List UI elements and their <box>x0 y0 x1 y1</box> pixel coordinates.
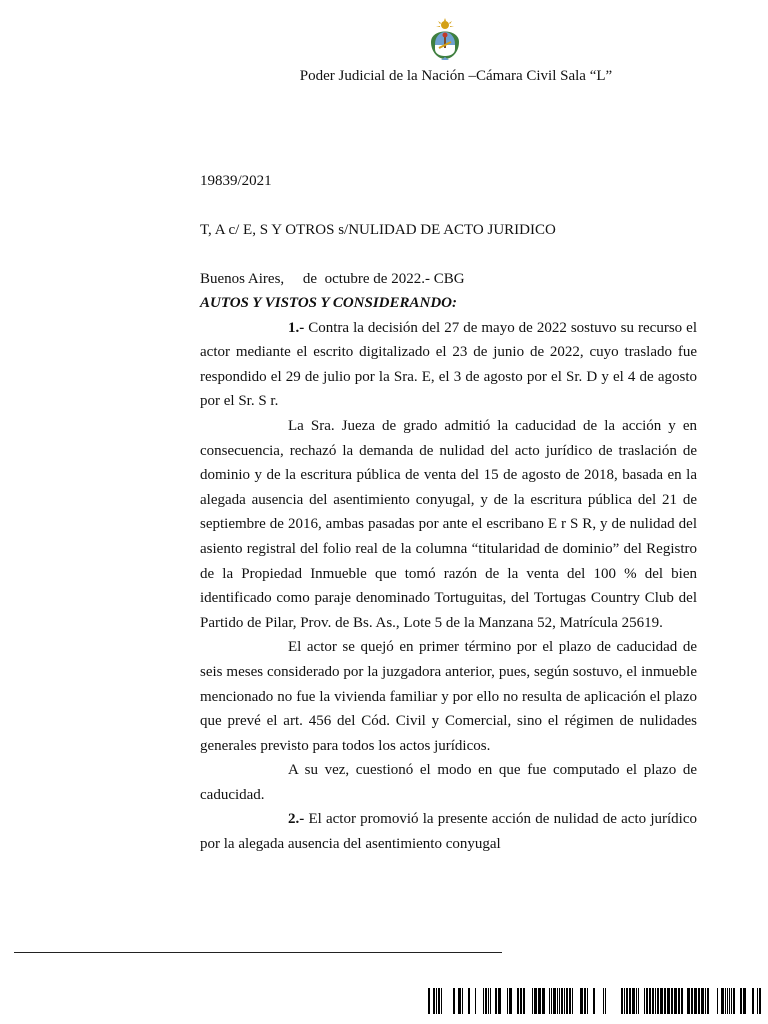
paragraph-5 <box>200 807 697 856</box>
paragraph-2: La Sra. Jueza de grado admitió la caducidad de la acción y en consecuencia, rechazó la demanda de nulidad del acto jurídico de traslación de dominio y de la escritura pública de venta del 15 de agosto de 2018, basada en la alegada ausencia del asentimiento conyugal, y de la escritura pública del 21 de septiembre de 2016, ambas pasadas por ante el escribano E r S R, y de nulidad del asiento registral del folio real de la columna “titularidad de dominio” del Registro de la Propiedad Inmueble que tomó razón de la venta del 100 % del bien identificado como paraje denominado Tortuguitas, del Tortugas Country Club del Partido de Pilar, Prov. de Bs. As., Lote 5 de la Manzana 52, Matrícula 25619. <box>200 417 697 631</box>
paragraph-number: 1.- <box>288 319 305 336</box>
section-heading: AUTOS Y VISTOS Y CONSIDERANDO: <box>200 295 458 311</box>
document-body <box>200 291 697 857</box>
case-caption: T, A c/ E, S Y OTROS s/NULIDAD DE ACTO JURIDICO <box>200 222 556 238</box>
paragraph-text: El actor promovió la presente acción de nulidad de acto jurídico por la alegada ausencia del asentimiento conyugal <box>200 811 697 853</box>
paragraph-1 <box>200 316 697 414</box>
case-number: 19839/2021 <box>200 173 272 189</box>
coat-of-arms-icon <box>428 18 462 62</box>
barcode-icon <box>428 988 764 1014</box>
paragraph-number: 2.- <box>288 811 305 828</box>
paragraph-3: El actor se quejó en primer término por el plazo de caducidad de seis meses considerado por la juzgadora anterior, pues, según sostuvo, el inmueble mencionado no fue la vivienda familiar y por ello no resulta de aplicación el plazo que prevé el art. 456 del Cód. Civil y Comercial, sino el régimen de nulidades generales previsto para todos los actos jurídicos. <box>200 639 697 754</box>
footer-divider <box>14 952 502 953</box>
institution-header: Poder Judicial de la Nación –Cámara Civil Sala “L” <box>299 68 613 84</box>
place-date: Buenos Aires, de octubre de 2022.- CBG <box>200 271 465 287</box>
paragraph-4: A su vez, cuestionó el modo en que fue computado el plazo de caducidad. <box>200 762 697 803</box>
paragraph-text: Contra la decisión del 27 de mayo de 2022 sostuvo su recurso el actor mediante el escrito digitalizado el 23 de junio de 2022, cuyo traslado fue respondido el 29 de julio por la Sra. E, el 3 de agosto por el Sr. D y el 4 de agosto por el Sr. S r. <box>200 319 697 410</box>
